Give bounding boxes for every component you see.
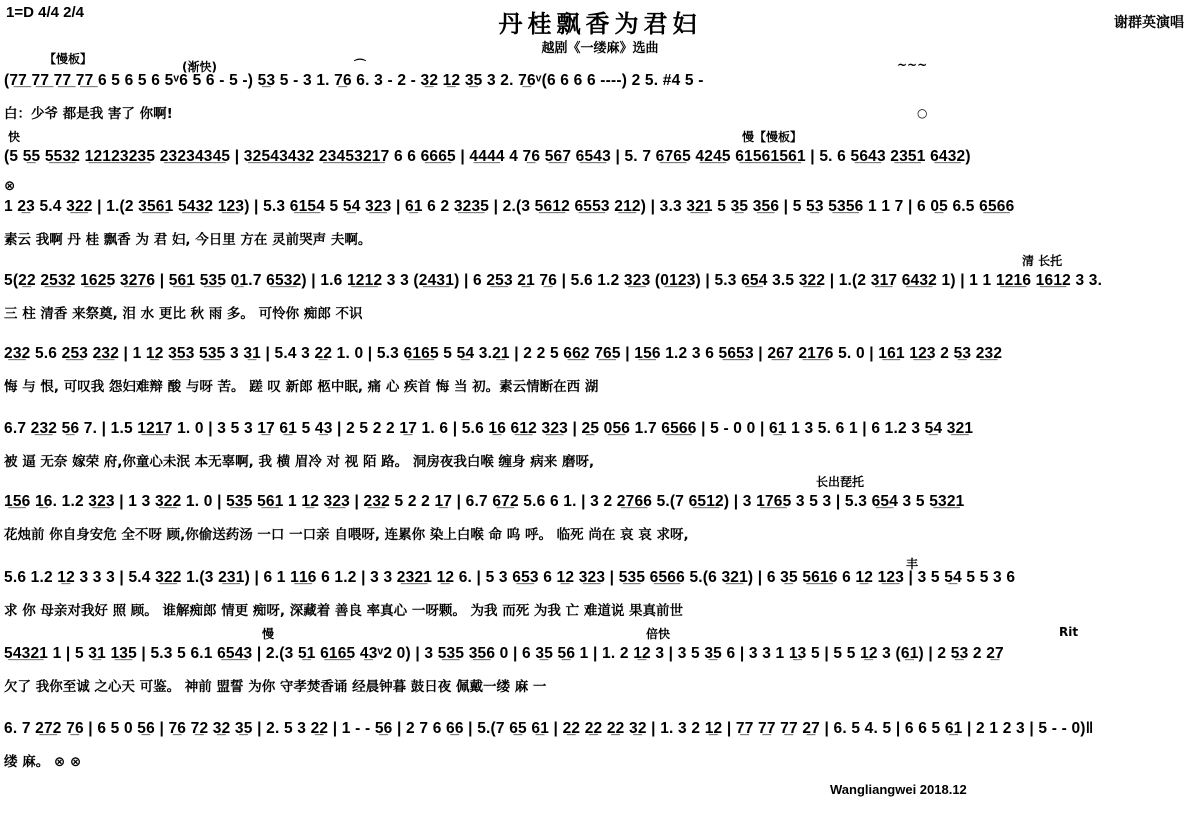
notation-row: 5.6 1.2 1̲2 3 3 3 | 5.4 3̲2̲2 1.(3 2̲3̲1) | 6 1 1̲1̲6 6 1.2 | 3 3 2̲3̲2̲1 1̲2 6. | 5 3 6̲5̲3 6 1̲2 3̲2̲3 | 5̲3̲5 6̲5̲6̲6 5.(6 3̲2̲1) | 6 3̲5 5̲6̲1̲6 6 1̲2 1̲2̲3 | 3 5 5̲4 5 5 3 6 xyxy=(4,569,1016,586)
notation-row: 6. 7 2̲7̲2 7̲6 | 6 5 0 5̲6 | 7̲6 7̲2 3̲2 3̲5 | 2. 5 3 2̲2 | 1 - - 5̲6 | 2 7 6 6̲6 | 5.(7 6̲5 6̲1 | 2̲2 2̲2 2̲2 3̲2 | 1. 3 2 1̲2 | 7̲7 7̲7 7̲7 2̲7 | 6. 5 4. 5 | 6 6 5 6̲1 | 2 1 2 3 | 5 - - 0)‖ xyxy=(4,720,1094,737)
staff-line-1 xyxy=(4,52,1196,132)
song-title: 丹桂飘香为君妇 xyxy=(498,9,702,38)
tempo-marker: ⌒ xyxy=(354,58,367,72)
tempo-marker: 清 长托 xyxy=(1022,254,1063,268)
lyrics-row: 被 逼 无奈 嫁荣 府,你童心未泯 本无辜啊, 我 横 眉冷 对 视 陌 路。 洞房夜我白喉 缠身 病来 磨呀, xyxy=(4,454,595,470)
singer-credit: 谢群英演唱 xyxy=(1114,15,1184,31)
tempo-marker: (渐快) xyxy=(182,60,217,74)
tempo-marker: 快 xyxy=(8,130,21,144)
staff-line-8 xyxy=(4,557,1196,629)
tempo-marker: ~~~ xyxy=(897,58,928,72)
notation-row: 5̲4̲3̲2̲1 1 | 5 3̲1 1̲3̲5 | 5.3 5 6.1 6̲5̲4̲3 | 2.(3 5̲1 6̲1̲6̲5 4̲3ᵛ2 0) | 3 5̲3̲5 3̲5̲6 0 | 6 3̲5 5̲6 1 | 1. 2 1̲2 3 | 3 5 3̲5 6 | 3 3 1 1̲3 5 | 5 5 1̲2 3 (6̲1) | 2 5̲3 2 2̲7 xyxy=(4,645,1004,662)
lyrics-row: 求 你 母亲对我好 照 顾。 谁解痴郎 情更 痴呀, 深藏着 善良 率真心 一呀颗。 为我 而死 为我 亡 难道说 果真前世 xyxy=(4,603,684,619)
tempo-marker: ○ xyxy=(917,106,928,120)
notation-row: 6.7 2̲3̲2 5̲6 7. | 1.5 1̲2̲1̲7 1. 0 | 3 5 3 1̲7 6̲1 5 4̲3 | 2 5 2 2 1̲7 1. 6 | 5.6 1̲6 6̲1̲2 3̲2̲3 | 2̲5 0̲5̲6 1.7 6̲5̲6̲6 | 5 - 0 0 | 6̲1 1 3 5. 6 1 | 6 1.2 3 5̲4 3̲2̲1 xyxy=(4,420,974,437)
staff-line-7 xyxy=(4,475,1196,553)
song-subtitle: 越剧《一缕麻》选曲 xyxy=(541,41,659,56)
lyrics-row: 素云 我啊 丹 桂 飘香 为 君 妇, 今日里 方在 灵前哭声 夫啊。 xyxy=(4,232,372,248)
lyrics-row: 悔 与 恨, 可叹我 怨妇难辩 酸 与呀 苦。 蹉 叹 新郎 柩中眠, 痛 心 疾首 悔 当 初。素云情断在西 湖 xyxy=(4,379,599,395)
staff-line-5 xyxy=(4,345,1196,405)
tempo-marker: 长出琵托 xyxy=(816,475,865,489)
lyrics-row: 欠了 我你至诚 之心天 可鉴。 神前 盟誓 为你 守孝焚香诵 经晨钟暮 鼓日夜 佩戴一缕 麻 一 xyxy=(4,679,547,695)
notation-row: 1 2̲3 5.4 3̲2̲2 | 1.(2 3̲5̲6̲1 5̲4̲3̲2 1̲2̲3) | 5.3 6̲1̲5̲4 5 5̲4 3̲2̲3 | 6̲1 6 2 3̲2̲3̲5 | 2.(3 5̲6̲1̲2 6̲5̲5̲3 2̲1̲2) | 3.3 3̲2̲1 5 3̲5 3̲5̲6 | 5 5̲3 5̲3̲5̲6 1 1 7 | 6 0̲5 6.5 6̲5̲6̲6 xyxy=(4,198,1015,215)
tempo-marker: Rit xyxy=(1059,625,1079,639)
tempo-marker: 慢【慢板】 xyxy=(742,130,803,144)
lyrics-row: ⊗ xyxy=(4,178,16,194)
staff-line-4 xyxy=(4,254,1196,332)
notation-row: (7̲7̲ 7̲7̲ 7̲7̲ 7̲7̲ 6 5 6 5 6 5ᵛ6 5 6 - 5 -) 5̲3 5 - 3 1. 7̲6 6. 3 - 2 - 3̲2 1̲2 3̲5 3 2. 7̲6ᵛ(6 6 6 6 ----) 2 5. #4 5 - xyxy=(4,72,704,89)
tempo-marker: 【慢板】 xyxy=(44,52,93,66)
key-signature: 1=D 4/4 2/4 xyxy=(6,4,84,21)
staff-line-3 xyxy=(4,198,1196,258)
tempo-marker: 丰 xyxy=(906,557,919,571)
notation-row: 1̲5̲6 1̲6. 1.2 3̲2̲3 | 1 3 3̲2̲2 1. 0 | 5̲3̲5 5̲6̲1 1 1̲2 3̲2̲3 | 2̲3̲2 5 2 2 1̲7 | 6.7 6̲7̲2 5.6 6 1. | 3 2 2̲7̲6̲6 5.(7 6̲5̲1̲2) | 3 1̲7̲6̲5 3 5 3 | 5.3 6̲5̲4 3 5 5̲3̲2̲1 xyxy=(4,493,965,510)
lyrics-row: 缕 麻。 ⊗ ⊗ xyxy=(4,754,82,770)
lyrics-row: 花烛前 你自身安危 全不呀 顾,你偷送药汤 一口 一口亲 自喂呀, 连累你 染上白喉 命 呜 呼。 临死 尚在 哀 哀 求呀, xyxy=(4,527,689,543)
notation-row: (5 5̲5 5̲5̲3̲2 1̲2̲1̲2̲3̲2̲3̲5 2̲3̲2̲3̲4̲3̲4̲5 | 3̲2̲5̲4̲3̲4̲3̲2 2̲3̲4̲5̲3̲2̲1̲7 6 6 6̲6̲6̲5 | 4̲4̲4̲4 4 7̲6 5̲6̲7 6̲5̲4̲3 | 5. 7 6̲7̲6̲5 4̲2̲4̲5 6̲1̲5̲6̲1̲5̲6̲1 | 5. 6 5̲6̲4̲3 2̲3̲5̲1 6̲4̲3̲2) xyxy=(4,148,971,165)
staff-line-6 xyxy=(4,420,1196,480)
lyrics-row: 白：少爷 都是我 害了 你啊! xyxy=(4,106,173,122)
staff-line-10 xyxy=(4,720,1196,780)
tempo-marker: 慢 xyxy=(262,627,275,641)
transcriber-credit: Wangliangwei 2018.12 xyxy=(830,782,967,797)
tempo-marker: 倍快 xyxy=(646,627,671,641)
staff-line-9 xyxy=(4,625,1196,705)
notation-row: 5(2̲2 2̲5̲3̲2 1̲6̲2̲5 3̲2̲7̲6 | 5̲6̲1 5̲3̲5 0̲1.7 6̲5̲3̲2) | 1.6 1̲2̲1̲2 3 3 (2̲4̲3̲1) | 6 2̲5̲3 2̲1 7̲6 | 5.6 1.2 3̲2̲3 (0̲1̲2̲3) | 5.3 6̲5̲4 3.5 3̲2̲2 | 1.(2 3̲1̲7 6̲4̲3̲2 1) | 1 1 1̲2̲1̲6 1̲6̲1̲2 3 3. xyxy=(4,272,1103,289)
notation-row: 2̲3̲2 5.6 2̲5̲3 2̲3̲2 | 1 1̲2 3̲5̲3 5̲3̲5 3 3̲1 | 5.4 3 2̲2 1. 0 | 5.3 6̲1̲6̲5 5 5̲4 3.2̲1 | 2 2 5 6̲6̲2 7̲6̲5 | 1̲5̲6 1.2 3 6 5̲6̲5̲3 | 2̲6̲7 2̲1̲7̲6 5. 0 | 1̲6̲1 1̲2̲3 2 5̲3 2̲3̲2 xyxy=(4,345,1003,362)
lyrics-row: 三 柱 清香 来祭奠, 泪 水 更比 秋 雨 多。 可怜你 痴郎 不识 xyxy=(4,306,363,322)
